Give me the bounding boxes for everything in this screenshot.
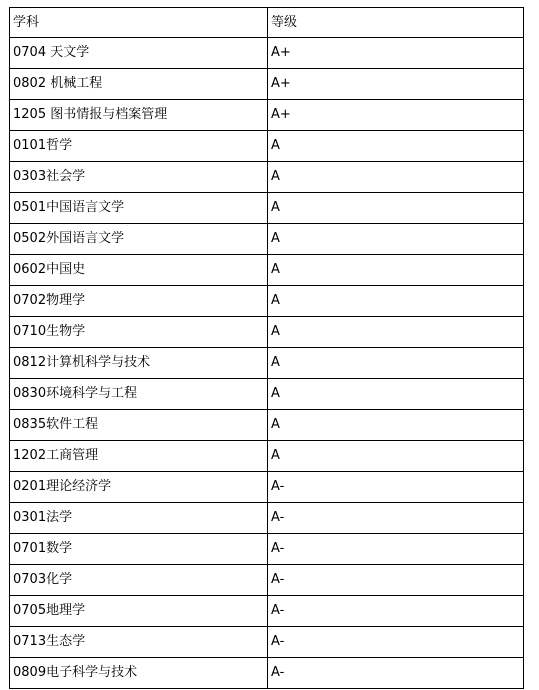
discipline-cell: 0830环境科学与工程 — [10, 379, 268, 410]
discipline-cell: 0802 机械工程 — [10, 69, 268, 100]
grade-cell: A — [268, 255, 524, 286]
discipline-cell: 0101哲学 — [10, 131, 268, 162]
grade-cell: A — [268, 379, 524, 410]
discipline-cell: 0201理论经济学 — [10, 472, 268, 503]
table-row — [10, 410, 524, 441]
table-header-row — [10, 8, 524, 38]
grade-cell: A- — [268, 658, 524, 689]
header-discipline: 学科 — [10, 8, 268, 38]
grade-cell: A- — [268, 503, 524, 534]
discipline-cell: 0702物理学 — [10, 286, 268, 317]
discipline-cell: 1205 图书情报与档案管理 — [10, 100, 268, 131]
table-row — [10, 379, 524, 410]
table-row — [10, 193, 524, 224]
grade-cell: A- — [268, 534, 524, 565]
discipline-cell: 0705地理学 — [10, 596, 268, 627]
table-row — [10, 565, 524, 596]
table-row — [10, 317, 524, 348]
grade-cell: A- — [268, 565, 524, 596]
discipline-cell: 0303社会学 — [10, 162, 268, 193]
table-row — [10, 162, 524, 193]
discipline-cell: 0501中国语言文学 — [10, 193, 268, 224]
grade-cell: A — [268, 441, 524, 472]
table-row — [10, 348, 524, 379]
discipline-cell: 0703化学 — [10, 565, 268, 596]
table-row — [10, 472, 524, 503]
table-row — [10, 38, 524, 69]
grade-cell: A+ — [268, 69, 524, 100]
grade-cell: A — [268, 162, 524, 193]
table-row — [10, 503, 524, 534]
header-grade: 等级 — [268, 8, 524, 38]
grade-cell: A+ — [268, 38, 524, 69]
grade-cell: A+ — [268, 100, 524, 131]
table-row — [10, 286, 524, 317]
table-row — [10, 658, 524, 689]
grade-cell: A — [268, 410, 524, 441]
grade-cell: A- — [268, 627, 524, 658]
grade-cell: A- — [268, 472, 524, 503]
table-row — [10, 534, 524, 565]
table-row — [10, 596, 524, 627]
grade-cell: A — [268, 131, 524, 162]
discipline-cell: 0602中国史 — [10, 255, 268, 286]
table-row — [10, 131, 524, 162]
discipline-grades-table — [9, 7, 524, 689]
table-row — [10, 69, 524, 100]
table-row — [10, 441, 524, 472]
grade-cell: A — [268, 224, 524, 255]
discipline-cell: 0809电子科学与技术 — [10, 658, 268, 689]
discipline-cell: 0502外国语言文学 — [10, 224, 268, 255]
table-row — [10, 627, 524, 658]
discipline-cell: 0835软件工程 — [10, 410, 268, 441]
discipline-cell: 0713生态学 — [10, 627, 268, 658]
grade-cell: A- — [268, 596, 524, 627]
discipline-cell: 0301法学 — [10, 503, 268, 534]
discipline-cell: 0812计算机科学与技术 — [10, 348, 268, 379]
grade-cell: A — [268, 317, 524, 348]
grades-table-container — [9, 7, 523, 689]
table-row — [10, 224, 524, 255]
table-row — [10, 255, 524, 286]
discipline-cell: 0701数学 — [10, 534, 268, 565]
grade-cell: A — [268, 286, 524, 317]
discipline-cell: 0710生物学 — [10, 317, 268, 348]
discipline-cell: 0704 天文学 — [10, 38, 268, 69]
discipline-cell: 1202工商管理 — [10, 441, 268, 472]
table-row — [10, 100, 524, 131]
table-body — [10, 38, 524, 689]
grade-cell: A — [268, 193, 524, 224]
grade-cell: A — [268, 348, 524, 379]
